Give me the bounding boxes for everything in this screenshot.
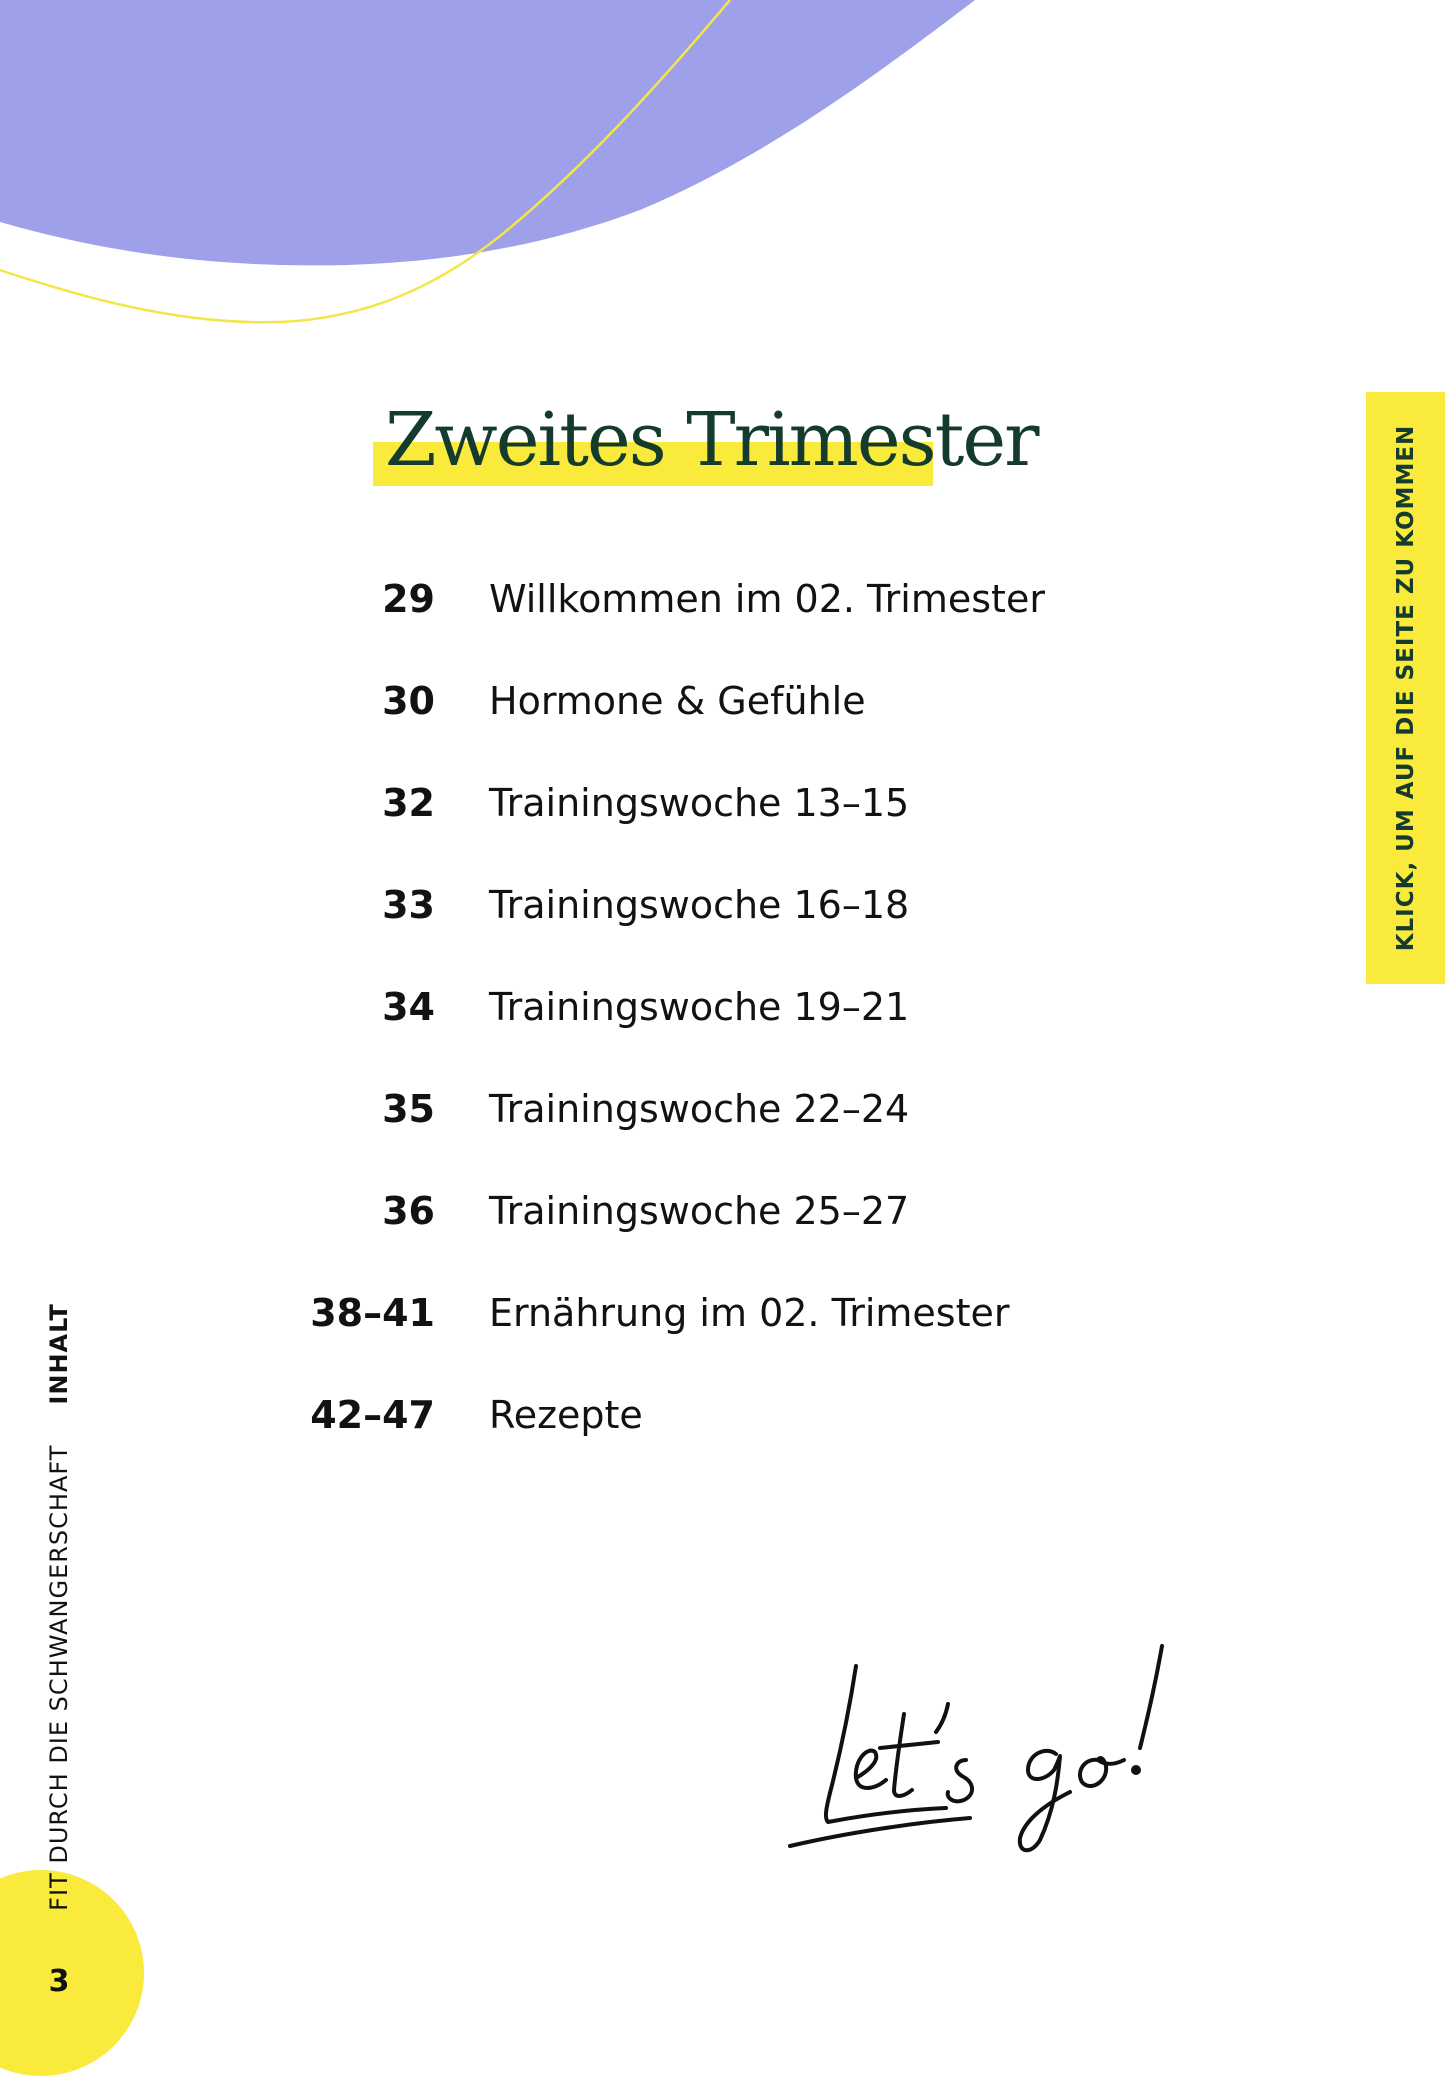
toc-entry-title: Hormone & Gefühle	[489, 679, 866, 723]
toc-entry-title: Willkommen im 02. Trimester	[489, 577, 1045, 621]
toc-entry-title: Trainingswoche 16–18	[489, 883, 910, 927]
toc-entry[interactable]	[240, 548, 1140, 650]
toc-page-number: 35	[382, 1087, 435, 1131]
toc-entry-title: Rezepte	[489, 1393, 643, 1437]
toc-page-number: 29	[382, 577, 435, 621]
toc-page-number: 33	[382, 883, 435, 927]
toc-entry[interactable]	[240, 650, 1140, 752]
section-label: INHALT	[45, 1303, 73, 1405]
toc-entry-title: Trainingswoche 22–24	[489, 1087, 910, 1131]
toc-entry-title: Ernährung im 02. Trimester	[489, 1291, 1010, 1335]
toc-entry-title: Trainingswoche 25–27	[489, 1189, 910, 1233]
toc-page-number: 42–47	[310, 1393, 435, 1437]
toc-entry[interactable]	[240, 956, 1140, 1058]
toc-entry-title: Trainingswoche 19–21	[489, 985, 910, 1029]
toc-page-number: 36	[382, 1189, 435, 1233]
toc-page-number: 30	[382, 679, 435, 723]
section-title	[373, 390, 1038, 500]
navigation-hint-label: KLICK, UM AUF DIE SEITE ZU KOMMEN	[1393, 424, 1419, 952]
toc-entry[interactable]	[240, 854, 1140, 956]
page-number: 3	[48, 1964, 70, 1999]
toc-entry[interactable]	[240, 1160, 1140, 1262]
toc-entry[interactable]	[240, 1058, 1140, 1160]
toc-page-number: 32	[382, 781, 435, 825]
toc-entry-title: Trainingswoche 13–15	[489, 781, 910, 825]
running-header	[45, 1303, 73, 1911]
toc-entry[interactable]	[240, 1262, 1140, 1364]
book-title: FIT DURCH DIE SCHWANGERSCHAFT	[45, 1444, 73, 1911]
navigation-hint-tab[interactable]	[1366, 392, 1445, 984]
table-of-contents	[240, 548, 1140, 1466]
page-title: Zweites Trimester	[385, 397, 1038, 483]
toc-entry[interactable]	[240, 752, 1140, 854]
toc-entry[interactable]	[240, 1364, 1140, 1466]
toc-page-number: 38–41	[310, 1291, 435, 1335]
toc-page-number: 34	[382, 985, 435, 1029]
top-wave-decoration	[0, 0, 1445, 340]
lets-go-handwriting	[770, 1610, 1290, 1870]
